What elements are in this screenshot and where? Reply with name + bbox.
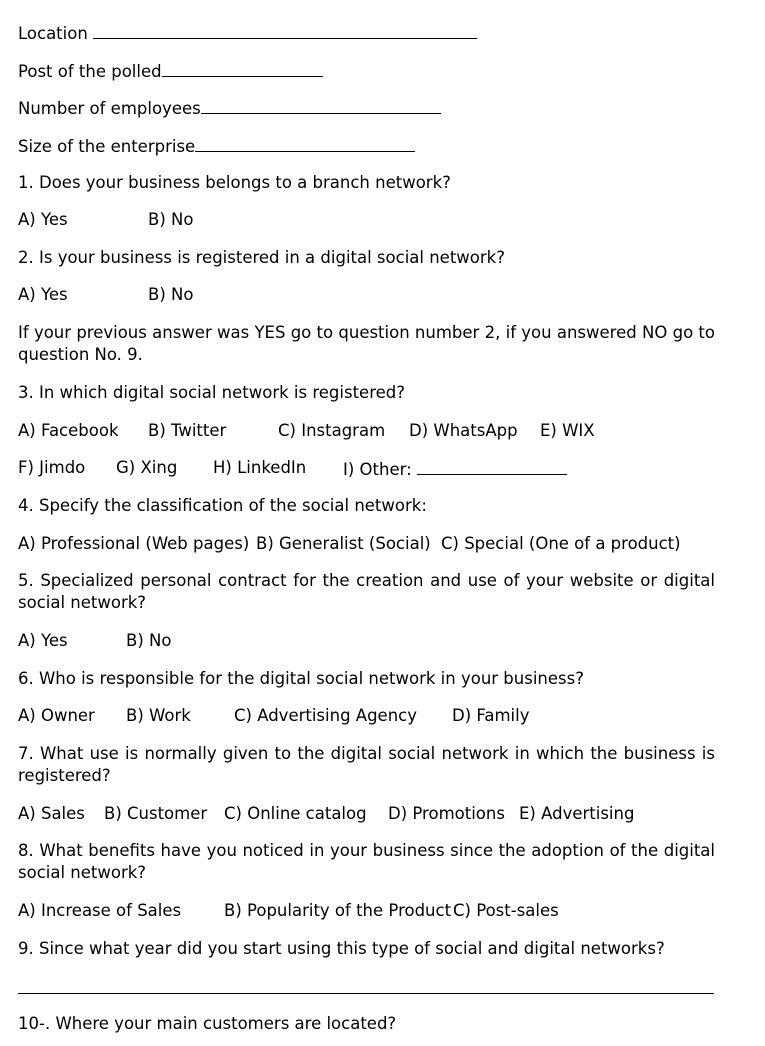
post-blank[interactable] <box>162 59 323 77</box>
size-blank[interactable] <box>195 134 415 152</box>
q1-option-b[interactable]: B) No <box>148 210 194 229</box>
q1-option-a[interactable]: A) Yes <box>18 210 68 229</box>
q3-option-e[interactable]: E) WIX <box>540 421 595 440</box>
question-5: 5. Specialized personal contract for the creation and use of your website or digital social network? <box>18 571 715 612</box>
q4-option-b[interactable]: B) Generalist (Social) <box>256 534 431 553</box>
q5-option-a[interactable]: A) Yes <box>18 631 68 650</box>
q6-option-b[interactable]: B) Work <box>126 706 191 725</box>
q7-option-b[interactable]: B) Customer <box>104 804 208 823</box>
question-7: 7. What use is normally given to the digital social network in which the business is registered? <box>18 744 715 785</box>
field-post-label: Post of the polled <box>18 62 162 81</box>
question-9: 9. Since what year did you start using this type of social and digital networks? <box>18 939 665 958</box>
q3-option-i-label: I) Other: <box>343 460 417 479</box>
q6-option-a[interactable]: A) Owner <box>18 706 95 725</box>
q7-option-e[interactable]: E) Advertising <box>519 804 635 823</box>
q3-option-c[interactable]: C) Instagram <box>278 421 386 440</box>
other-blank[interactable] <box>417 457 567 475</box>
q8-option-a[interactable]: A) Increase of Sales <box>18 901 182 920</box>
q3-option-f[interactable]: F) Jimdo <box>18 458 86 477</box>
q3-option-h[interactable]: H) LinkedIn <box>213 458 307 477</box>
q2-option-b[interactable]: B) No <box>148 285 194 304</box>
q2-option-a[interactable]: A) Yes <box>18 285 68 304</box>
question-8: 8. What benefits have you noticed in your business since the adoption of the digital social network? <box>18 841 715 882</box>
field-post <box>18 59 323 83</box>
q3-option-g[interactable]: G) Xing <box>116 458 178 477</box>
field-size <box>18 134 415 158</box>
q4-option-c[interactable]: C) Special (One of a product) <box>441 534 681 553</box>
q7-option-d[interactable]: D) Promotions <box>388 804 505 823</box>
q4-option-a[interactable]: A) Professional (Web pages) <box>18 534 250 553</box>
field-location <box>18 21 477 45</box>
q6-option-c[interactable]: C) Advertising Agency <box>234 706 417 725</box>
q3-option-d[interactable]: D) WhatsApp <box>409 421 518 440</box>
q5-option-b[interactable]: B) No <box>126 631 172 650</box>
q3-option-a[interactable]: A) Facebook <box>18 421 119 440</box>
q3-option-i[interactable] <box>343 457 567 481</box>
q8-option-c[interactable]: C) Post-sales <box>453 901 559 920</box>
question-2: 2. Is your business is registered in a digital social network? <box>18 248 505 267</box>
q7-option-a[interactable]: A) Sales <box>18 804 85 823</box>
q9-answer-line[interactable] <box>18 993 714 994</box>
question-6: 6. Who is responsible for the digital social network in your business? <box>18 669 584 688</box>
field-location-label: Location <box>18 24 94 43</box>
q7-option-c[interactable]: C) Online catalog <box>224 804 367 823</box>
question-1: 1. Does your business belongs to a branch network? <box>18 173 451 192</box>
field-employees-label: Number of employees <box>18 99 201 118</box>
question-10: 10-. Where your main customers are located? <box>18 1014 397 1033</box>
question-4: 4. Specify the classification of the social network: <box>18 496 427 515</box>
employees-blank[interactable] <box>201 96 441 114</box>
field-size-label: Size of the enterprise <box>18 137 196 156</box>
field-employees <box>18 96 441 120</box>
location-blank[interactable] <box>93 21 477 39</box>
q6-option-d[interactable]: D) Family <box>452 706 530 725</box>
instruction-text: If your previous answer was YES go to question number 2, if you answered NO go to question No. 9. <box>18 323 715 364</box>
question-3: 3. In which digital social network is registered? <box>18 383 406 402</box>
q8-option-b[interactable]: B) Popularity of the Product <box>224 901 452 920</box>
q3-option-b[interactable]: B) Twitter <box>148 421 227 440</box>
